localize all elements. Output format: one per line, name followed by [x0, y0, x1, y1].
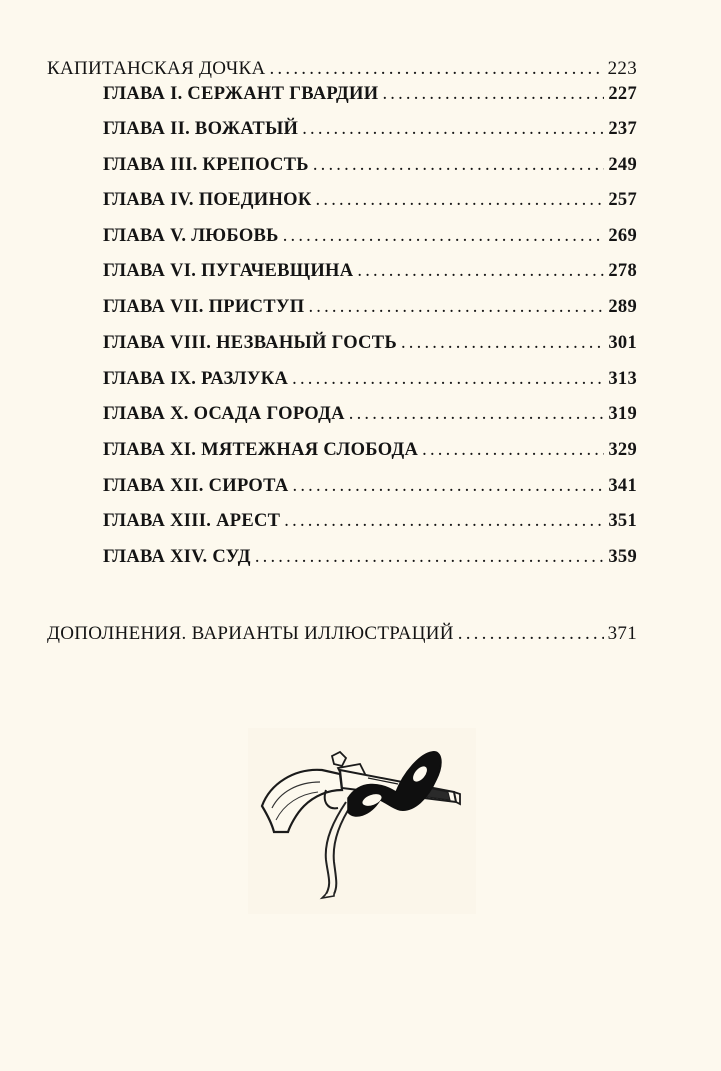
toc-entry-page: 341	[608, 476, 637, 496]
toc-entry-chapter[interactable]	[103, 404, 637, 432]
toc-leader-dots	[382, 84, 604, 105]
toc-entry-page: 329	[608, 440, 637, 460]
toc-entry-main[interactable]	[47, 58, 637, 86]
toc-leader-dots	[313, 155, 605, 176]
toc-entry-title: ГЛАВА VII. ПРИСТУП	[103, 297, 305, 317]
toc-entry-page: 319	[608, 404, 637, 424]
toc-entry-page: 313	[608, 369, 637, 389]
toc-entry-page: 227	[608, 84, 637, 104]
toc-entry-title: ДОПОЛНЕНИЯ. ВАРИАНТЫ ИЛЛЮСТРАЦИЙ	[47, 623, 454, 644]
toc-leader-dots	[316, 190, 605, 211]
toc-leader-dots	[349, 404, 605, 425]
toc-entry-title: ГЛАВА II. ВОЖАТЫЙ	[103, 119, 299, 139]
toc-entry-title: ГЛАВА XII. СИРОТА	[103, 476, 289, 496]
toc-entry-title: ГЛАВА I. СЕРЖАНТ ГВАРДИИ	[103, 84, 379, 104]
toc-entry-chapter[interactable]	[103, 119, 637, 147]
toc-entry-page: 289	[608, 297, 637, 317]
toc-entry-chapter[interactable]	[103, 511, 637, 539]
toc-entry-chapter[interactable]	[103, 155, 637, 183]
toc-entry-chapter[interactable]	[103, 333, 637, 361]
toc-entry-page: 249	[608, 155, 637, 175]
toc-entry-chapter[interactable]	[103, 226, 637, 254]
toc-entry-title: ГЛАВА V. ЛЮБОВЬ	[103, 226, 279, 246]
toc-entry-page: 223	[607, 58, 637, 79]
toc-leader-dots	[283, 226, 605, 247]
toc-leader-dots	[308, 297, 604, 318]
toc-entry-page: 257	[608, 190, 637, 210]
toc-leader-dots	[302, 119, 604, 140]
toc-leader-dots	[422, 440, 604, 461]
toc-entry-chapter[interactable]	[103, 440, 637, 468]
toc-entry-page: 278	[608, 261, 637, 281]
toc-entry-title: ГЛАВА VI. ПУГАЧЕВЩИНА	[103, 261, 354, 281]
pistol-and-mask-icon	[248, 728, 476, 914]
toc-entry-title: ГЛАВА XIV. СУД	[103, 547, 251, 567]
toc-leader-dots	[357, 261, 604, 282]
toc-entry-chapter[interactable]	[103, 369, 637, 397]
toc-entry-title: ГЛАВА III. КРЕПОСТЬ	[103, 155, 309, 175]
toc-entry-chapter[interactable]	[103, 84, 637, 112]
toc-entry-chapter[interactable]	[103, 190, 637, 218]
toc-entry-title: ГЛАВА X. ОСАДА ГОРОДА	[103, 404, 345, 424]
toc-entry-page: 301	[608, 333, 637, 353]
toc-entry-title: ГЛАВА VIII. НЕЗВАНЫЙ ГОСТЬ	[103, 333, 397, 353]
toc-leader-dots	[401, 333, 604, 354]
toc-entry-page: 351	[608, 511, 637, 531]
toc-entry-chapter[interactable]	[103, 261, 637, 289]
toc-entry-chapter[interactable]	[103, 547, 637, 575]
toc-entry-title: КАПИТАНСКАЯ ДОЧКА	[47, 58, 266, 79]
toc-leader-dots	[292, 369, 604, 390]
toc-leader-dots	[293, 476, 605, 497]
toc-entry-page: 359	[608, 547, 637, 567]
toc-entry-title: ГЛАВА XI. МЯТЕЖНАЯ СЛОБОДА	[103, 440, 419, 460]
toc-entry-page: 237	[608, 119, 637, 139]
toc-leader-dots	[284, 511, 604, 532]
toc-leader-dots	[269, 58, 603, 80]
toc-entry-page: 371	[607, 623, 637, 644]
toc-entry-title: ГЛАВА XIII. АРЕСТ	[103, 511, 281, 531]
toc-entry-chapter[interactable]	[103, 297, 637, 325]
toc-entry-appendix[interactable]	[47, 623, 637, 651]
toc-entry-page: 269	[608, 226, 637, 246]
toc-entry-title: ГЛАВА IV. ПОЕДИНОК	[103, 190, 312, 210]
toc-leader-dots	[458, 623, 604, 645]
toc-leader-dots	[255, 547, 605, 568]
toc-entry-title: ГЛАВА IX. РАЗЛУКА	[103, 369, 289, 389]
toc-entry-chapter[interactable]	[103, 476, 637, 504]
